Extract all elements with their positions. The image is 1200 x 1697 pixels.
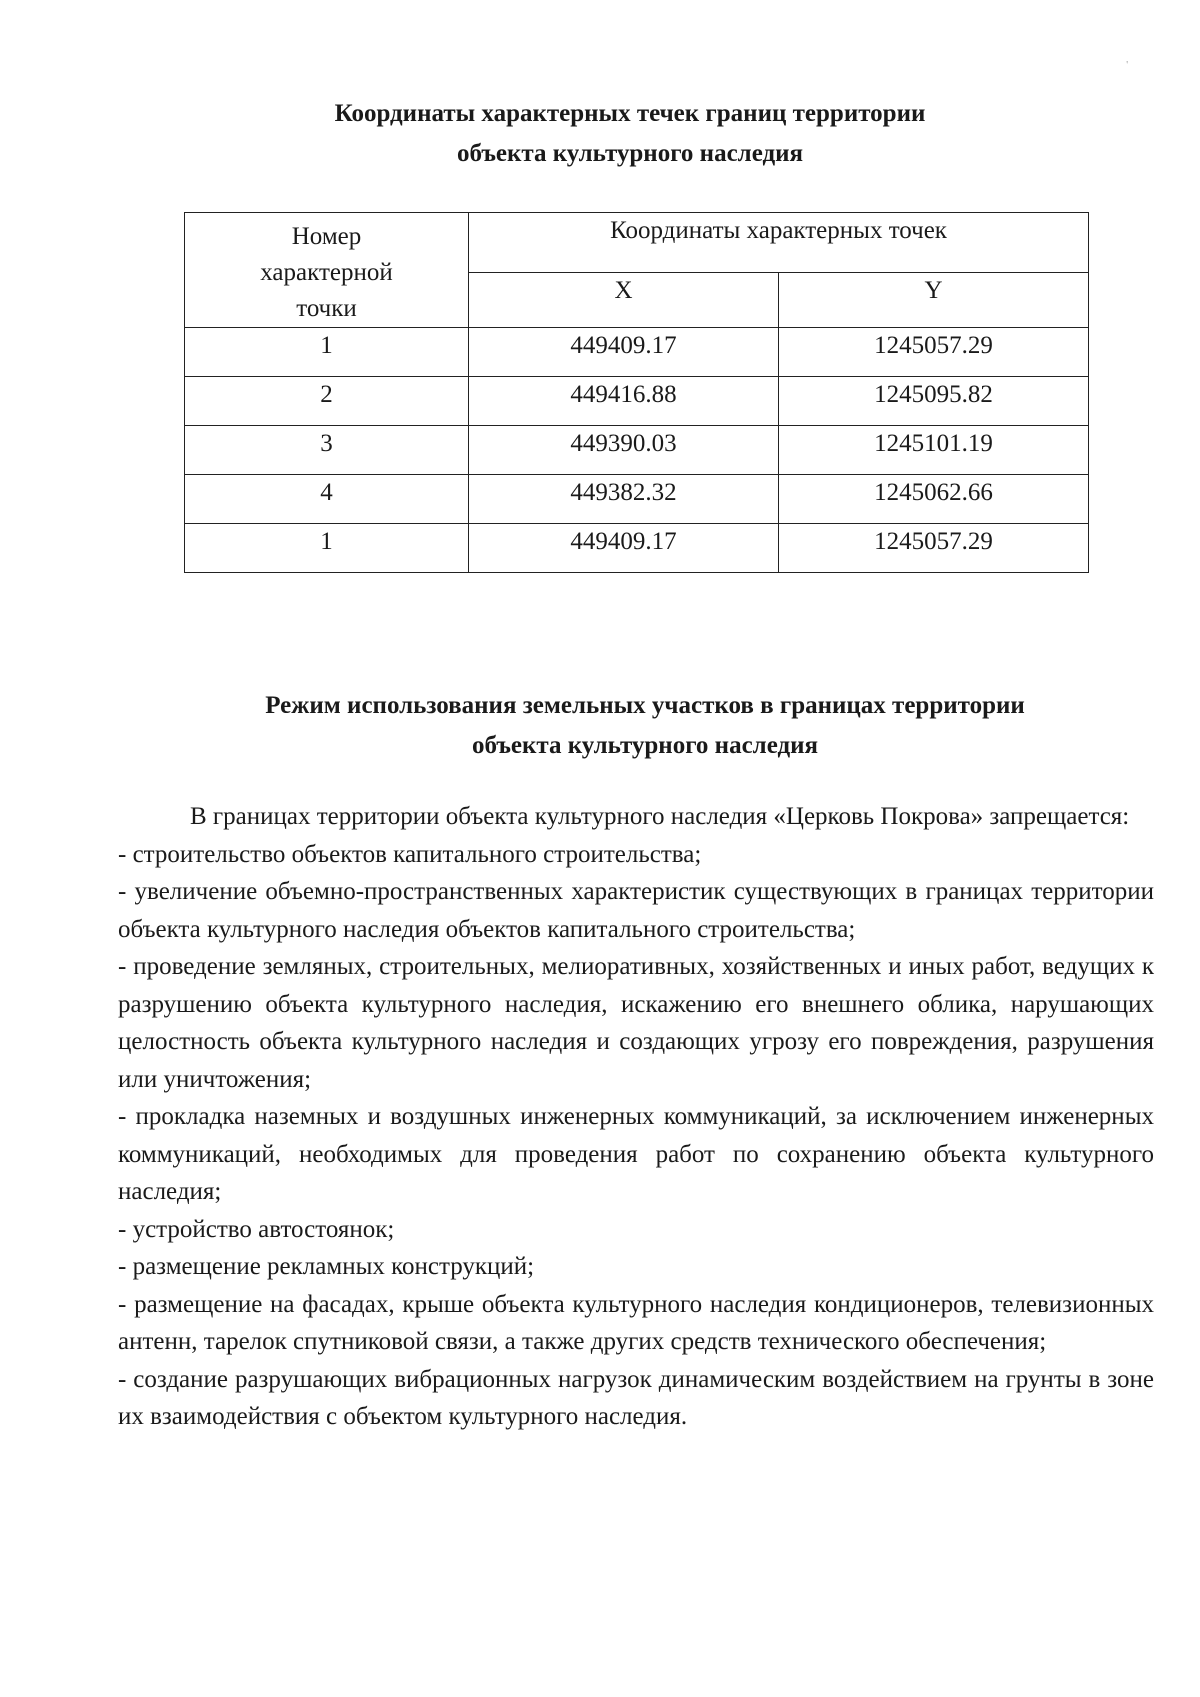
x-header: X — [469, 272, 779, 327]
prohibition-item: - прокладка наземных и воздушных инженерных коммуникаций, за исключением инженерных коммуникаций, необходимых для проведения работ по сохранению объекта культурного наследия; — [118, 1103, 1154, 1205]
x-cell: 449409.17 — [469, 524, 779, 573]
prohibition-item: - увеличение объемно-пространственных характеристик существующих в границах территории объекта культурного наследия объектов капитального строительства; — [118, 878, 1154, 943]
table-row — [185, 377, 1089, 426]
prohibition-item: - размещение рекламных конструкций; — [118, 1253, 535, 1280]
table-row — [185, 328, 1089, 377]
prohibition-item: - размещение на фасадах, крыше объекта культурного наследия кондиционеров, телевизионных антенн, тарелок спутниковой связи, а также других средств технического обеспечения; — [118, 1290, 1154, 1355]
intro-paragraph: В границах территории объекта культурного наследия «Церковь Покрова» запрещается: — [190, 803, 1130, 830]
coordinates-table — [184, 212, 1089, 573]
table-row — [185, 426, 1089, 475]
point-number-cell: 1 — [185, 524, 469, 573]
table-row — [185, 524, 1089, 573]
y-cell: 1245062.66 — [779, 475, 1089, 524]
point-number-cell: 3 — [185, 426, 469, 475]
x-cell: 449409.17 — [469, 328, 779, 377]
y-header: Y — [779, 272, 1089, 327]
y-cell: 1245057.29 — [779, 328, 1089, 377]
regime-body — [118, 798, 1154, 1436]
prohibition-item: - создание разрушающих вибрационных нагрузок динамическим воздействием на грунты в зоне их взаимодействия с объектом культурного наследия. — [118, 1365, 1154, 1430]
y-cell: 1245095.82 — [779, 377, 1089, 426]
point-number-header: Номер характерной точки — [185, 213, 469, 328]
x-cell: 449390.03 — [469, 426, 779, 475]
point-number-cell: 1 — [185, 328, 469, 377]
coordinates-title — [180, 94, 1080, 174]
point-number-cell: 2 — [185, 377, 469, 426]
land-use-regime-title — [120, 686, 1170, 766]
table-row — [185, 475, 1089, 524]
prohibition-item: - проведение земляных, строительных, мелиоративных, хозяйственных и иных работ, ведущих к разрушению объекта культурного наследия, искажению его внешнего облика, нарушающих целостность объекта культурного наследия и создающих угрозу его повреждения, разрушения или уничтожения; — [118, 953, 1154, 1093]
y-cell: 1245101.19 — [779, 426, 1089, 475]
land-use-regime-title-line2: объекта культурного наследия — [471, 732, 819, 759]
prohibition-item: - строительство объектов капитального строительства; — [118, 840, 702, 868]
y-cell: 1245057.29 — [779, 524, 1089, 573]
coordinates-title-line1: Координаты характерных течек границ территории — [334, 100, 926, 127]
coords-group-header: Координаты характерных точек — [469, 213, 1089, 273]
coordinates-title-line2: объекта культурного наследия — [456, 140, 804, 167]
point-number-cell: 4 — [185, 475, 469, 524]
table-header-row — [185, 213, 1089, 273]
x-cell: 449416.88 — [469, 377, 779, 426]
x-cell: 449382.32 — [469, 475, 779, 524]
scan-mark: ' — [1126, 60, 1128, 71]
land-use-regime-title-line1: Режим использования земельных участков в границах территории — [265, 692, 1025, 719]
prohibition-item: - устройство автостоянок; — [118, 1215, 395, 1243]
